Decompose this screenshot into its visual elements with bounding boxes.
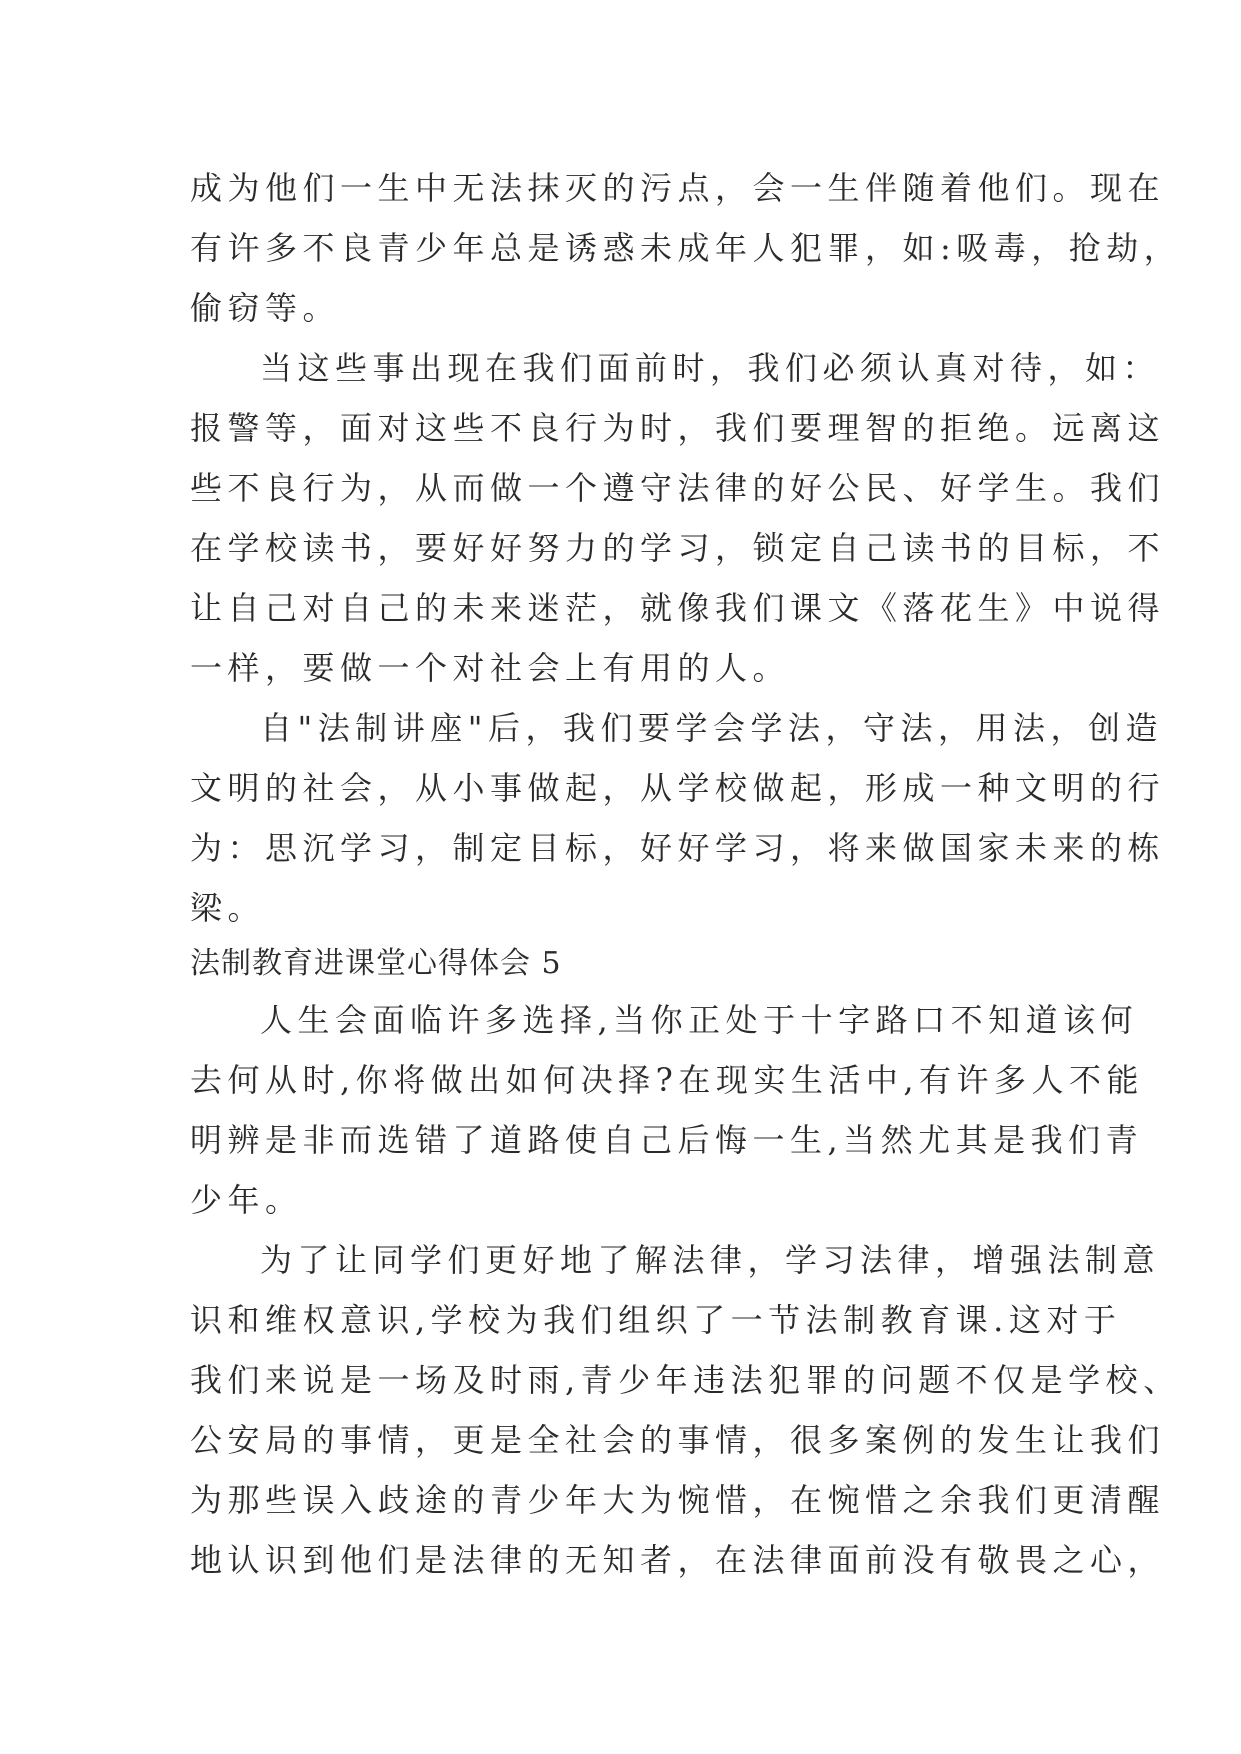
body-line: 有许多不良青少年总是诱惑未成年人犯罪，如:吸毒，抢劫， — [190, 229, 1182, 267]
body-line: 成为他们一生中无法抹灭的污点，会一生伴随着他们。现在 — [190, 169, 1166, 207]
body-line: 梁。 — [190, 889, 266, 927]
body-line: 识和维权意识,学校为我们组织了一节法制教育课.这对于 — [190, 1301, 1122, 1339]
body-line: 明辨是非而选错了道路使自己后悔一生,当然尤其是我们青 — [190, 1121, 1144, 1159]
document-body — [190, 158, 1182, 1590]
body-line: 一样，要做一个对社会上有用的人。 — [190, 649, 791, 687]
body-line: 在学校读书，要好好努力的学习，锁定自己读书的目标，不 — [190, 529, 1166, 567]
body-line: 偷窃等。 — [190, 289, 341, 327]
body-line: 为那些误入歧途的青少年大为惋惜，在惋惜之余我们更清醒 — [190, 1481, 1166, 1519]
section-heading: 法制教育进课堂心得体会 5 — [190, 946, 562, 981]
body-line: 地认识到他们是法律的无知者，在法律面前没有敬畏之心， — [190, 1541, 1166, 1579]
body-line: 让自己对自己的未来迷茫，就像我们课文《落花生》中说得 — [190, 589, 1166, 627]
body-line: 为：思沉学习，制定目标，好好学习，将来做国家未来的栋 — [190, 829, 1166, 867]
body-line: 自"法制讲座"后，我们要学会学法，守法，用法，创造 — [260, 709, 1163, 747]
body-line: 少年。 — [190, 1181, 303, 1219]
body-line: 当这些事出现在我们面前时，我们必须认真对待，如： — [260, 349, 1161, 387]
body-line: 公安局的事情，更是全社会的事情，很多案例的发生让我们 — [190, 1421, 1166, 1459]
body-line: 些不良行为，从而做一个遵守法律的好公民、好学生。我们 — [190, 469, 1166, 507]
body-line: 人生会面临许多选择,当你正处于十字路口不知道该何 — [260, 1001, 1139, 1039]
body-line: 为了让同学们更好地了解法律，学习法律，增强法制意 — [260, 1241, 1161, 1279]
body-line: 我们来说是一场及时雨,青少年违法犯罪的问题不仅是学校、 — [190, 1361, 1181, 1399]
body-line: 去何从时,你将做出如何决择?在现实生活中,有许多人不能 — [190, 1061, 1145, 1099]
body-line: 报警等，面对这些不良行为时，我们要理智的拒绝。远离这 — [190, 409, 1166, 447]
body-line: 文明的社会，从小事做起，从学校做起，形成一种文明的行 — [190, 769, 1166, 807]
